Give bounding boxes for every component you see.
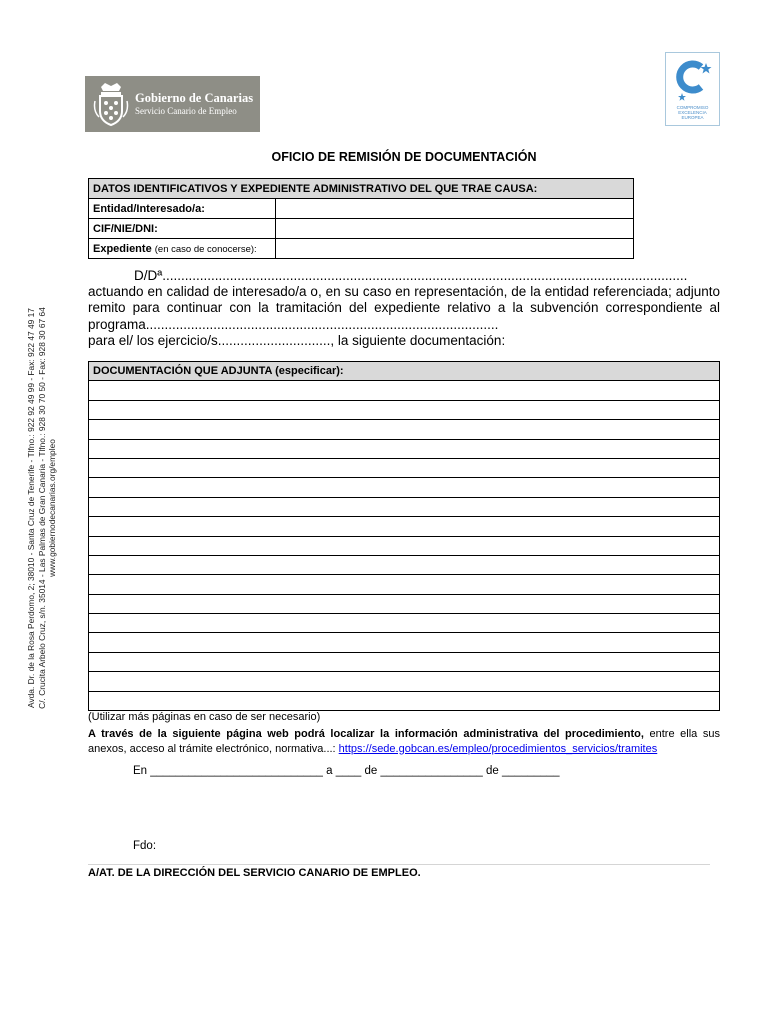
expediente-note: (en caso de conocerse): [154,243,257,255]
expediente-field[interactable] [276,239,634,259]
address-sidebar [26,298,66,718]
documentation-row[interactable] [89,594,720,613]
excellence-badge [665,52,720,126]
address-line-tenerife: Avda. Dr. de la Rosa Perdomo, 2; 38010 - Santa Cruz de Tenerife - Tlfno.: 922 92 49 99 - Fax: 922 47 49 17 [26,308,36,708]
cif-label: CIF/NIE/DNI: [89,219,276,239]
documentation-row[interactable] [89,420,720,439]
documentation-row[interactable] [89,517,720,536]
documentation-row[interactable] [89,555,720,574]
procedure-info [88,727,720,756]
documentation-row[interactable] [89,575,720,594]
body-text [88,268,720,349]
identification-table-header: DATOS IDENTIFICATIVOS Y EXPEDIENTE ADMINISTRATIVO DEL QUE TRAE CAUSA: [89,179,634,199]
procedure-info-bold: A través de la siguiente página web podrá localizar la información administrativa del procedimiento, [88,728,644,740]
recipient: A/AT. DE LA DIRECCIÓN DEL SERVICIO CANARIO DE EMPLEO. [88,867,421,879]
documentation-row[interactable] [89,439,720,458]
documentation-row[interactable] [89,478,720,497]
excellence-c-icon [666,53,719,103]
applicant-line: D/Dª............................................................................................................................................ [134,268,688,283]
documentation-row[interactable] [89,691,720,710]
documentation-row[interactable] [89,458,720,477]
signature-label: Fdo: [133,840,157,852]
expediente-label: Expediente (en caso de conocerse): [89,239,276,259]
documentation-table-header: DOCUMENTACIÓN QUE ADJUNTA (especificar): [89,362,720,381]
documentation-row[interactable] [89,381,720,400]
documentation-row[interactable] [89,633,720,652]
entidad-label: Entidad/Interesado/a: [89,199,276,219]
entidad-field[interactable] [276,199,634,219]
divider [88,864,710,865]
badge-caption: COMPROMISO EXCELENCIA EUROPEA [676,105,709,120]
coat-of-arms-icon [93,81,129,127]
documentation-row[interactable] [89,497,720,516]
documentation-row[interactable] [89,652,720,671]
procedure-info-text: entre ella sus anexos, acceso al trámite electrónico, normativa...: [88,728,720,755]
body-paragraph: actuando en calidad de interesado/a o, en su caso en representación, de la entidad referenciada; adjunto remito para continuar con la tramitación del expediente relativo a la subvención correspondiente al programa.............................................................................................. [88,284,720,332]
documentation-row[interactable] [89,536,720,555]
exercise-line: para el/ los ejercicio/s.............................., la siguiente documentación: [88,332,506,348]
document-title: OFICIO DE REMISIÓN DE DOCUMENTACIÓN [271,150,537,164]
documentation-row[interactable] [89,672,720,691]
gobierno-canarias-logo [85,76,260,132]
cif-field[interactable] [276,219,634,239]
identification-table [88,178,634,259]
logo-subtitle: Servicio Canario de Empleo [135,106,237,117]
website-line: www.gobiernodecanarias.org/empleo [47,439,57,577]
procedure-link[interactable]: https://sede.gobcan.es/empleo/procedimientos_servicios/tramites [338,742,658,755]
documentation-row[interactable] [89,400,720,419]
place-date-line: En ___________________________ a ____ de ________________ de _________ [133,765,560,777]
logo-title: Gobierno de Canarias [135,91,254,106]
documentation-row[interactable] [89,614,720,633]
documentation-table [88,361,720,711]
additional-pages-note: (Utilizar más páginas en caso de ser necesario) [88,711,321,723]
address-line-las-palmas: C/. Crucita Arbelo Cruz, s/n. 35014 - Las Palmas de Gran Canaria - Tlfno.: 928 30 70 50 - Fax: 928 30 67 64 [36,307,47,709]
